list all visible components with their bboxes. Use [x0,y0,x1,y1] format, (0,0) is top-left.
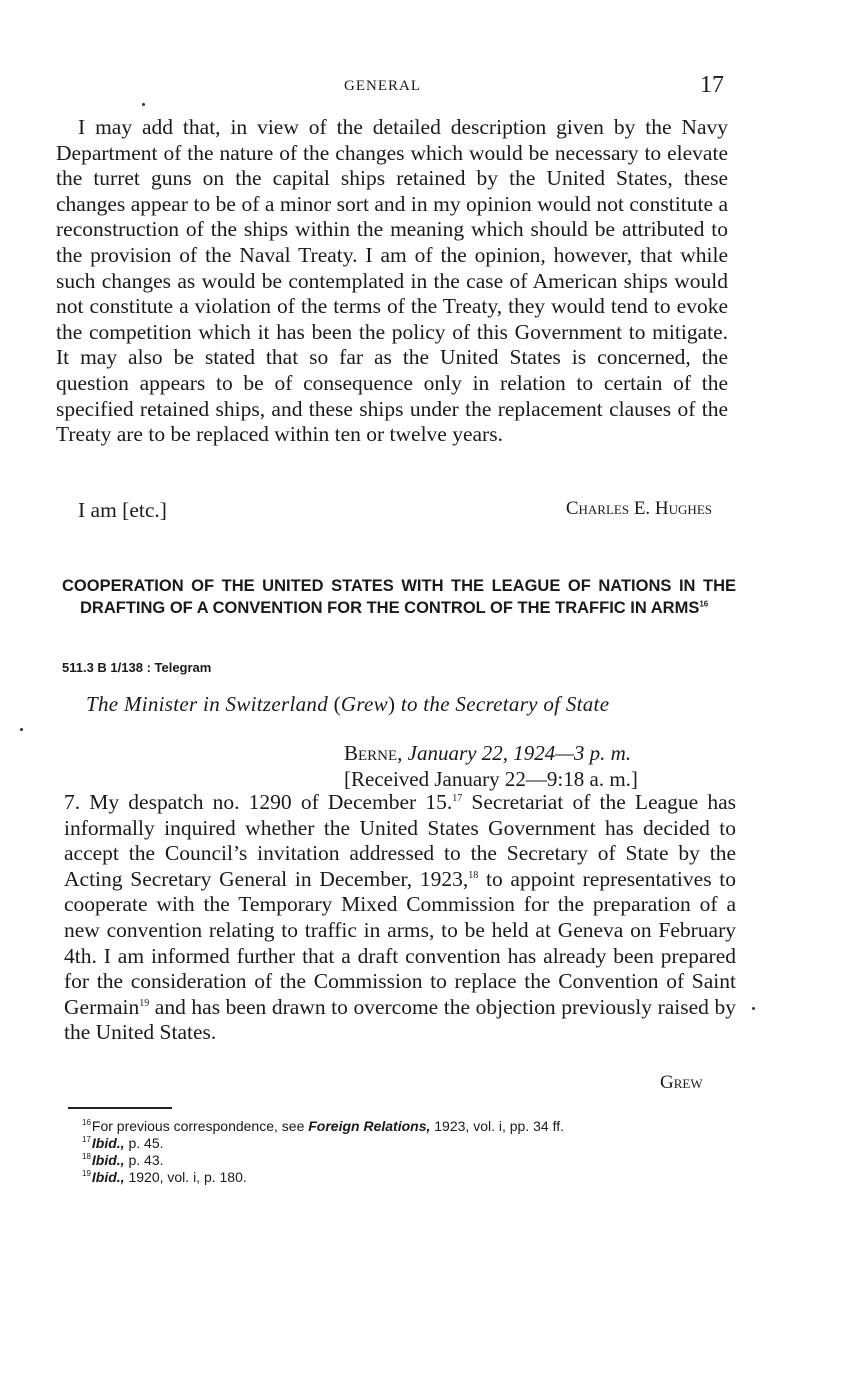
footnote-text: p. 43. [124,1152,164,1168]
title-paren-close: ) [387,692,401,716]
running-head [0,72,854,100]
footnote-text: 1920, vol. i, p. 180. [124,1169,247,1185]
signature-hughes: Charles E. Hughes [565,498,712,519]
dateline-place: Berne, [344,741,403,765]
footnote-citation: Ibid., [91,1152,125,1168]
footnote-mark: 18 [82,1152,91,1162]
footnote-16 [82,1118,742,1135]
footnote-ref-17: 17 [452,792,463,804]
footnote-citation: Ibid., [91,1169,125,1185]
running-title: GENERAL [344,78,421,94]
footnotes [82,1118,742,1186]
footnote-text: 1923, vol. i, pp. 34 ff. [430,1118,564,1134]
footnote-17 [82,1135,742,1152]
document-title-name: Grew [340,692,388,716]
dateline-date: January 22, 1924—3 p. m. [402,741,632,765]
dateline-sent [344,740,638,766]
complimentary-close: I am [etc.] [78,498,167,522]
title-paren-open: ( [328,692,341,716]
section-heading [62,576,736,619]
footnote-18 [82,1152,742,1169]
footnote-mark: 17 [82,1135,91,1145]
page-number: 17 [700,72,724,98]
print-speck [20,728,23,731]
letter-closing [56,498,716,524]
footnote-citation: Foreign Relations, [308,1118,431,1134]
footnote-divider [68,1107,172,1109]
document-title-recipient: to the Secretary of State [400,692,610,716]
letter-paragraph: I may add that, in view of the detailed description given by the Navy Department of the nature of the changes which would be necessary to elevate the turret guns on the capital ships retained by the United States, these changes appear to be of a minor sort and in my opinion would not constitute a reconstruction of the ships within the meaning which should be attributed to the provision of the Naval Treaty. I am of the opinion, however, that while such changes as would be contemplated in the case of American ships would not constitute a violation of the terms of the Treaty, they would tend to evoke the competition which it has been the policy of this Government to mitigate. It may also be stated that so far as the United States is concerned, the question appears to be of consequence only in relation to certain of the specified retained ships, and these ships under the replacement clauses of the Treaty are to be replaced within ten or twelve years. [56,115,728,447]
footnote-text: For previous correspondence, see [91,1118,309,1134]
section-heading-text: COOPERATION OF THE UNITED STATES WITH THE LEAGUE OF NATIONS IN THE DRAFTING OF A CONVENTION FOR THE CONTROL OF THE TRAFFIC IN ARMS [62,577,736,617]
footnote-citation: Ibid., [91,1135,125,1151]
telegram-body-part4: and has been drawn to overcome the objection previously raised by the United States. [64,994,736,1045]
file-reference: 511.3 B 1/138 : Telegram [62,660,212,675]
document-title-sender: The Minister in Switzerland [86,692,329,716]
dateline-received: [Received January 22—9:18 a. m.] [344,767,638,791]
footnote-ref-19: 19 [139,997,150,1009]
footnote-text: p. 45. [124,1135,164,1151]
footnote-mark: 16 [82,1118,91,1128]
footnote-ref-16: 16 [699,599,709,608]
print-speck [752,1007,755,1010]
footnote-mark: 19 [82,1169,91,1179]
print-speck [142,103,145,106]
telegram-body-part2: Secretariat of the League has informally inquired whether the United States Government has decided to accept the Council’s invitation addressed to the Secretary of State by the Acting Secretary General in December, 1923, [64,790,736,891]
footnote-ref-18: 18 [468,869,479,881]
telegram-body-part3: to appoint representatives to cooperate with the Temporary Mixed Commission for the preparation of a new convention relating to traffic in arms, to be held at Geneva on February 4th. I am informed further that a draft convention has already been prepared for the consideration of the Commission to replace the Convention of Saint Germain [64,866,737,1019]
document-title [86,692,609,717]
telegram-body-part1: 7. My despatch no. 1290 of December 15. [64,790,453,814]
signature-grew: Grew [660,1072,703,1093]
dateline [344,740,638,792]
telegram-body [64,790,736,1046]
footnote-19 [82,1169,742,1186]
